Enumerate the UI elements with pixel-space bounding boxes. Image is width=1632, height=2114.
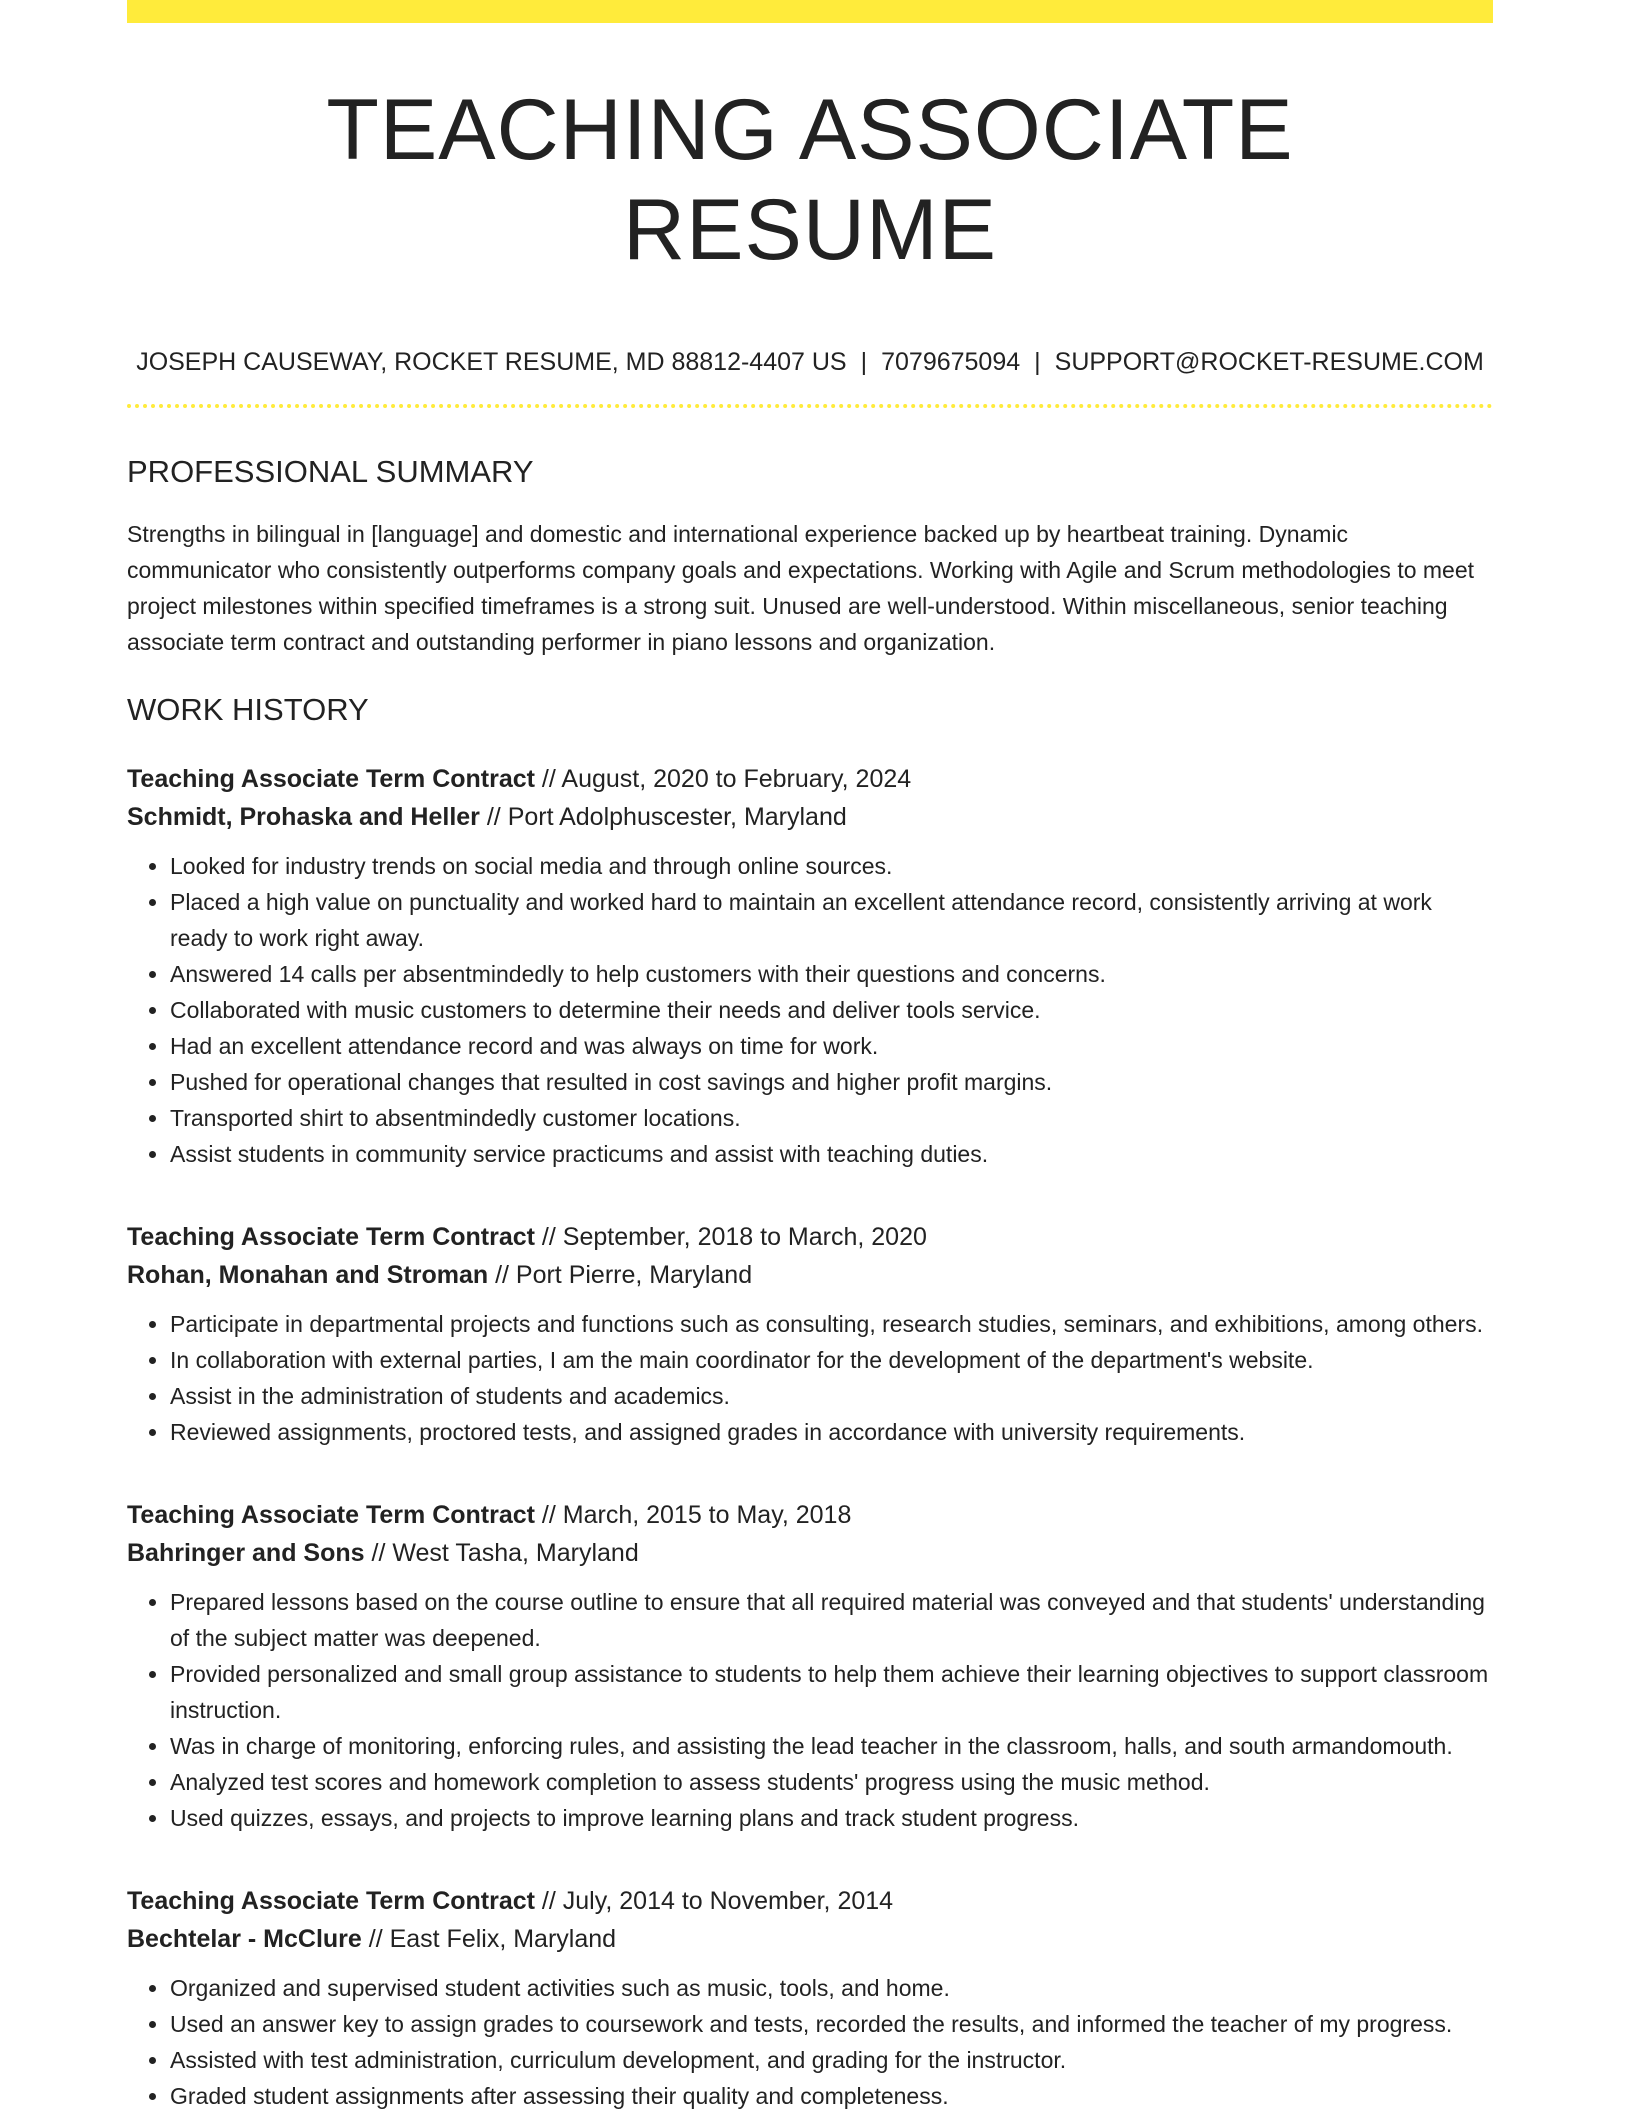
job-title-line <box>127 1218 1493 1256</box>
work-history-section <box>127 690 1493 2114</box>
job-title: Teaching Associate Term Contract <box>127 1501 535 1529</box>
contact-phone: 7079675094 <box>881 348 1021 376</box>
job-bullet: • Was in charge of monitoring, enforcing rules, and assisting the lead teacher in the classroom, halls, and south armandomouth. <box>170 1728 1493 1764</box>
job-entry <box>127 1882 1493 2114</box>
contact-separator: | <box>860 348 868 376</box>
job-bullet: • Assisted with test administration, curriculum development, and grading for the instructor. <box>170 2042 1493 2078</box>
job-entry <box>127 1218 1493 1450</box>
job-title: Teaching Associate Term Contract <box>127 1887 535 1915</box>
job-bullet: • Assist in the administration of students and academics. <box>170 1378 1493 1414</box>
job-bullet: • Collaborated with music customers to determine their needs and deliver tools service. <box>170 992 1493 1028</box>
job-company-line <box>127 1534 1493 1572</box>
job-dates: // September, 2018 to March, 2020 <box>534 1223 927 1251</box>
job-bullet-list <box>127 1584 1493 1836</box>
job-bullet-list <box>127 1306 1493 1450</box>
job-bullet: • Looked for industry trends on social media and through online sources. <box>170 848 1493 884</box>
job-dates: // August, 2020 to February, 2024 <box>534 765 912 793</box>
job-location: // Port Adolphuscester, Maryland <box>479 803 847 831</box>
job-bullet-list <box>127 1970 1493 2114</box>
job-company: Bahringer and Sons <box>127 1539 365 1567</box>
section-heading: PROFESSIONAL SUMMARY <box>127 454 534 489</box>
job-dates: // July, 2014 to November, 2014 <box>534 1887 894 1915</box>
job-company-line <box>127 1256 1493 1294</box>
resume-title: TEACHING ASSOCIATE RESUME <box>326 82 1294 278</box>
job-title: Teaching Associate Term Contract <box>127 765 535 793</box>
job-location: // East Felix, Maryland <box>361 1925 617 1953</box>
professional-summary-section <box>127 452 1493 660</box>
dotted-divider <box>127 404 1493 408</box>
job-bullet-list <box>127 848 1493 1172</box>
job-bullet: • Had an excellent attendance record and was always on time for work. <box>170 1028 1493 1064</box>
job-bullet: • Graded student assignments after assessing their quality and completeness. <box>170 2078 1493 2114</box>
job-entry <box>127 1496 1493 1836</box>
job-title-line <box>127 1882 1493 1920</box>
job-bullet: • Organized and supervised student activities such as music, tools, and home. <box>170 1970 1493 2006</box>
job-bullet: • In collaboration with external parties, I am the main coordinator for the development of the department's website. <box>170 1342 1493 1378</box>
job-company-line <box>127 1920 1493 1958</box>
resume-content <box>127 0 1493 2114</box>
job-dates: // March, 2015 to May, 2018 <box>534 1501 852 1529</box>
job-location: // West Tasha, Maryland <box>364 1539 639 1567</box>
job-title-line <box>127 1496 1493 1534</box>
job-bullet: • Placed a high value on punctuality and worked hard to maintain an excellent attendance record, consistently arriving at work ready to work right away. <box>170 884 1493 956</box>
job-bullet: • Provided personalized and small group assistance to students to help them achieve their learning objectives to support classroom instruction. <box>170 1656 1493 1728</box>
section-heading: WORK HISTORY <box>127 692 369 727</box>
job-company: Bechtelar - McClure <box>127 1925 362 1953</box>
job-bullet: • Participate in departmental projects and functions such as consulting, research studies, seminars, and exhibitions, among others. <box>170 1306 1493 1342</box>
job-bullet: • Answered 14 calls per absentmindedly to help customers with their questions and concerns. <box>170 956 1493 992</box>
summary-paragraph: Strengths in bilingual in [language] and domestic and international experience backed up by heartbeat training. Dynamic communicator who consistently outperforms company goals and expectations. Working with Agile and Scrum methodologies to meet project milestones within specified timeframes is a strong suit. Unused are well-understood. Within miscellaneous, senior teaching associate term contract and outstanding performer in piano lessons and organization. <box>127 521 1475 655</box>
job-bullet: • Prepared lessons based on the course outline to ensure that all required material was conveyed and that students' understanding of the subject matter was deepened. <box>170 1584 1493 1656</box>
job-company: Rohan, Monahan and Stroman <box>127 1261 489 1289</box>
job-bullet: • Transported shirt to absentmindedly customer locations. <box>170 1100 1493 1136</box>
job-bullet: • Used an answer key to assign grades to coursework and tests, recorded the results, and informed the teacher of my progress. <box>170 2006 1493 2042</box>
job-bullet: • Pushed for operational changes that resulted in cost savings and higher profit margins. <box>170 1064 1493 1100</box>
job-bullet: • Reviewed assignments, proctored tests, and assigned grades in accordance with university requirements. <box>170 1414 1493 1450</box>
job-bullet: • Assist students in community service practicums and assist with teaching duties. <box>170 1136 1493 1172</box>
job-company: Schmidt, Prohaska and Heller <box>127 803 480 831</box>
job-entry <box>127 760 1493 1172</box>
job-company-line <box>127 798 1493 836</box>
job-title-line <box>127 760 1493 798</box>
contact-line <box>127 346 1493 378</box>
contact-email: SUPPORT@ROCKET-RESUME.COM <box>1054 348 1484 376</box>
contact-separator: | <box>1034 348 1041 376</box>
job-bullet: • Used quizzes, essays, and projects to improve learning plans and track student progress. <box>170 1800 1493 1836</box>
job-location: // Port Pierre, Maryland <box>488 1261 753 1289</box>
job-bullet: • Analyzed test scores and homework completion to assess students' progress using the music method. <box>170 1764 1493 1800</box>
job-title: Teaching Associate Term Contract <box>127 1223 535 1251</box>
contact-address: JOSEPH CAUSEWAY, ROCKET RESUME, MD 88812-4407 US <box>136 348 847 376</box>
